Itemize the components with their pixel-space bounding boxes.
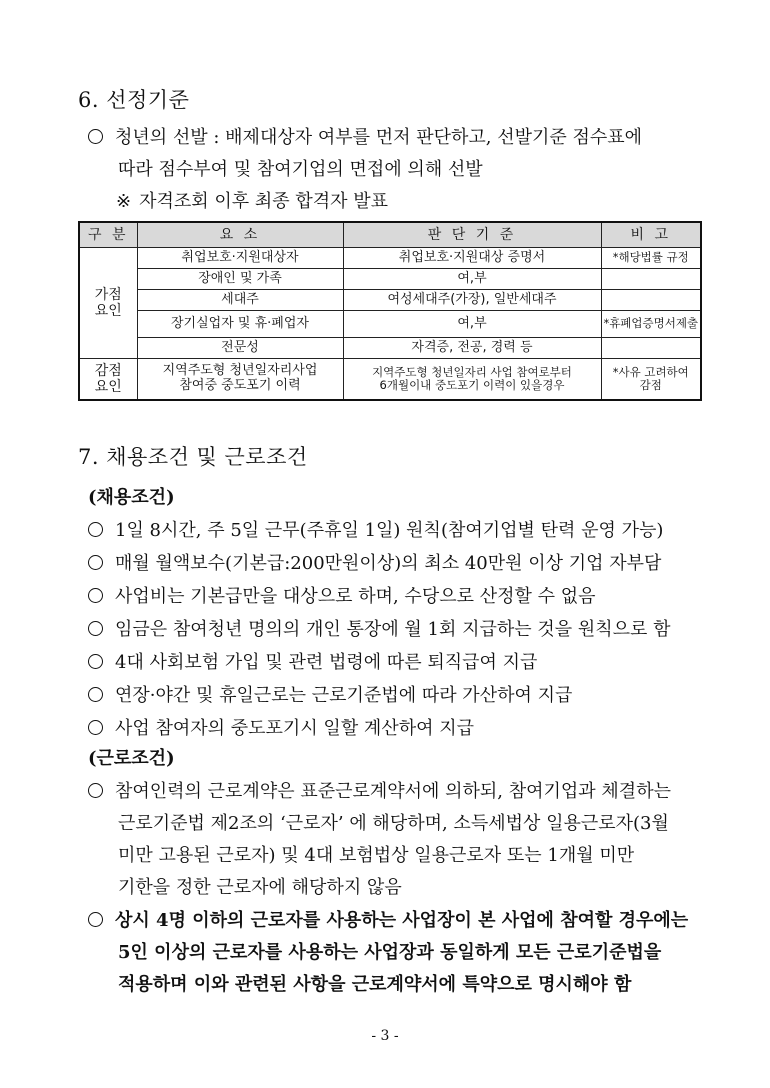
hiring-item: [88, 582, 595, 608]
circle-bullet-icon: [88, 912, 103, 927]
remarks-line: *사유 고려하여: [612, 364, 689, 379]
element-cell: 취업보호·지원대상자: [137, 248, 343, 269]
circle-bullet-icon: [88, 687, 103, 702]
work-conditions-heading: (근로조건): [88, 748, 175, 769]
work-item-continuation: 기한을 정한 근로자에 해당하지 않음: [118, 877, 402, 898]
hiring-item: [88, 516, 663, 542]
note-line: [116, 187, 388, 213]
remarks-cell: [601, 338, 701, 359]
note-text: 자격조회 이후 최종 합격자 발표: [139, 191, 389, 212]
section-6-title: 6. 선정기준: [78, 88, 190, 112]
bullet-text: 청년의 선발 : 배제대상자 여부를 먼저 판단하고, 선발기준 점수표에: [115, 127, 643, 148]
hiring-item: [88, 681, 572, 707]
hiring-item-text: 사업비는 기본급만을 대상으로 하며, 수당으로 산정할 수 없음: [115, 586, 596, 607]
hiring-item: [88, 714, 474, 740]
section-7-title: 7. 채용조건 및 근로조건: [78, 445, 308, 469]
work-item: [88, 777, 671, 803]
work-item-continuation: 미만 고용된 근로자) 및 4대 보험법상 일용근로자 또는 1개월 미만: [118, 845, 635, 866]
remarks-line: 감점: [639, 378, 662, 392]
hiring-item-text: 4대 사회보험 가입 및 관련 법령에 따른 퇴직급여 지급: [115, 652, 538, 673]
selection-bullet: [88, 123, 642, 149]
work-item-continuation: 적용하며 이와 관련된 사항을 근로계약서에 특약으로 명시해야 함: [118, 974, 632, 995]
hiring-item-text: 1일 8시간, 주 5일 근무(주휴일 1일) 원칙(참여기업별 탄력 운영 가능): [115, 520, 664, 541]
remarks-cell: *휴폐업증명서제출: [601, 311, 701, 338]
element-cell: 장애인 및 가족: [137, 269, 343, 290]
hiring-item: [88, 648, 537, 674]
page-number: - 3 -: [371, 1028, 399, 1044]
criteria-cell: 여성세대주(가장), 일반세대주: [343, 290, 601, 311]
remarks-cell: [601, 359, 701, 401]
selection-criteria-table: [78, 221, 702, 401]
reference-mark-icon: ※: [116, 191, 132, 212]
work-item-continuation: 근로기준법 제2조의 ‘근로자’ 에 해당하며, 소득세법상 일용근로자(3월: [118, 813, 669, 834]
bullet-continuation: 따라 점수부여 및 참여기업의 면접에 의해 선발: [118, 159, 483, 180]
work-item-text: 상시 4명 이하의 근로자를 사용하는 사업장이 본 사업에 참여할 경우에는: [115, 910, 689, 931]
bonus-category: 가점 요인: [79, 248, 137, 359]
hiring-item-text: 사업 참여자의 중도포기시 일할 계산하여 지급: [115, 718, 474, 739]
element-cell: 전문성: [137, 338, 343, 359]
element-line: 참여중 중도포기 이력: [179, 378, 301, 393]
remarks-cell: [601, 269, 701, 290]
table-row: [79, 269, 701, 290]
criteria-line: 6개월이내 중도포기 이력이 있을경우: [379, 378, 565, 392]
criteria-cell: [343, 359, 601, 401]
criteria-cell: 여,부: [343, 311, 601, 338]
element-line: 지역주도형 청년일자리사업: [162, 363, 318, 379]
work-item-continuation: 5인 이상의 근로자를 사용하는 사업장과 동일하게 모든 근로기준법을: [118, 942, 662, 963]
hiring-item-text: 매월 월액보수(기본급:200만원이상)의 최소 40만원 이상 기업 자부담: [115, 553, 662, 574]
criteria-cell: 여,부: [343, 269, 601, 290]
element-cell: [137, 359, 343, 401]
table-row: [79, 290, 701, 311]
header-remarks: 비 고: [601, 222, 701, 248]
element-cell: 장기실업자 및 휴·폐업자: [137, 311, 343, 338]
circle-bullet-icon: [88, 654, 103, 669]
table-row: [79, 359, 701, 401]
header-criteria: 판 단 기 준: [343, 222, 601, 248]
table-row: [79, 311, 701, 338]
table-row: [79, 338, 701, 359]
hiring-item-text: 연장·야간 및 휴일근로는 근로기준법에 따라 가산하여 지급: [115, 685, 573, 706]
circle-bullet-icon: [88, 129, 103, 144]
hiring-item: [88, 549, 661, 575]
header-category: 구 분: [79, 222, 137, 248]
criteria-line: 지역주도형 청년일자리 사업 참여로부터: [372, 364, 572, 379]
remarks-cell: [601, 290, 701, 311]
circle-bullet-icon: [88, 621, 103, 636]
circle-bullet-icon: [88, 522, 103, 537]
circle-bullet-icon: [88, 783, 103, 798]
work-item-text: 참여인력의 근로계약은 표준근로계약서에 의하되, 참여기업과 체결하는: [115, 781, 671, 802]
table-row: [79, 248, 701, 269]
header-element: 요 소: [137, 222, 343, 248]
penalty-category: 감점 요인: [79, 359, 137, 401]
hiring-item-text: 임금은 참여청년 명의의 개인 통장에 월 1회 지급하는 것을 원칙으로 함: [115, 619, 671, 640]
remarks-cell: *해당법률 규정: [601, 248, 701, 269]
circle-bullet-icon: [88, 720, 103, 735]
criteria-cell: 취업보호·지원대상 증명서: [343, 248, 601, 269]
circle-bullet-icon: [88, 588, 103, 603]
hiring-conditions-heading: (채용조건): [88, 487, 175, 508]
work-item-emphasis: [88, 906, 688, 932]
circle-bullet-icon: [88, 555, 103, 570]
hiring-item: [88, 615, 671, 641]
element-cell: 세대주: [137, 290, 343, 311]
criteria-cell: 자격증, 전공, 경력 등: [343, 338, 601, 359]
